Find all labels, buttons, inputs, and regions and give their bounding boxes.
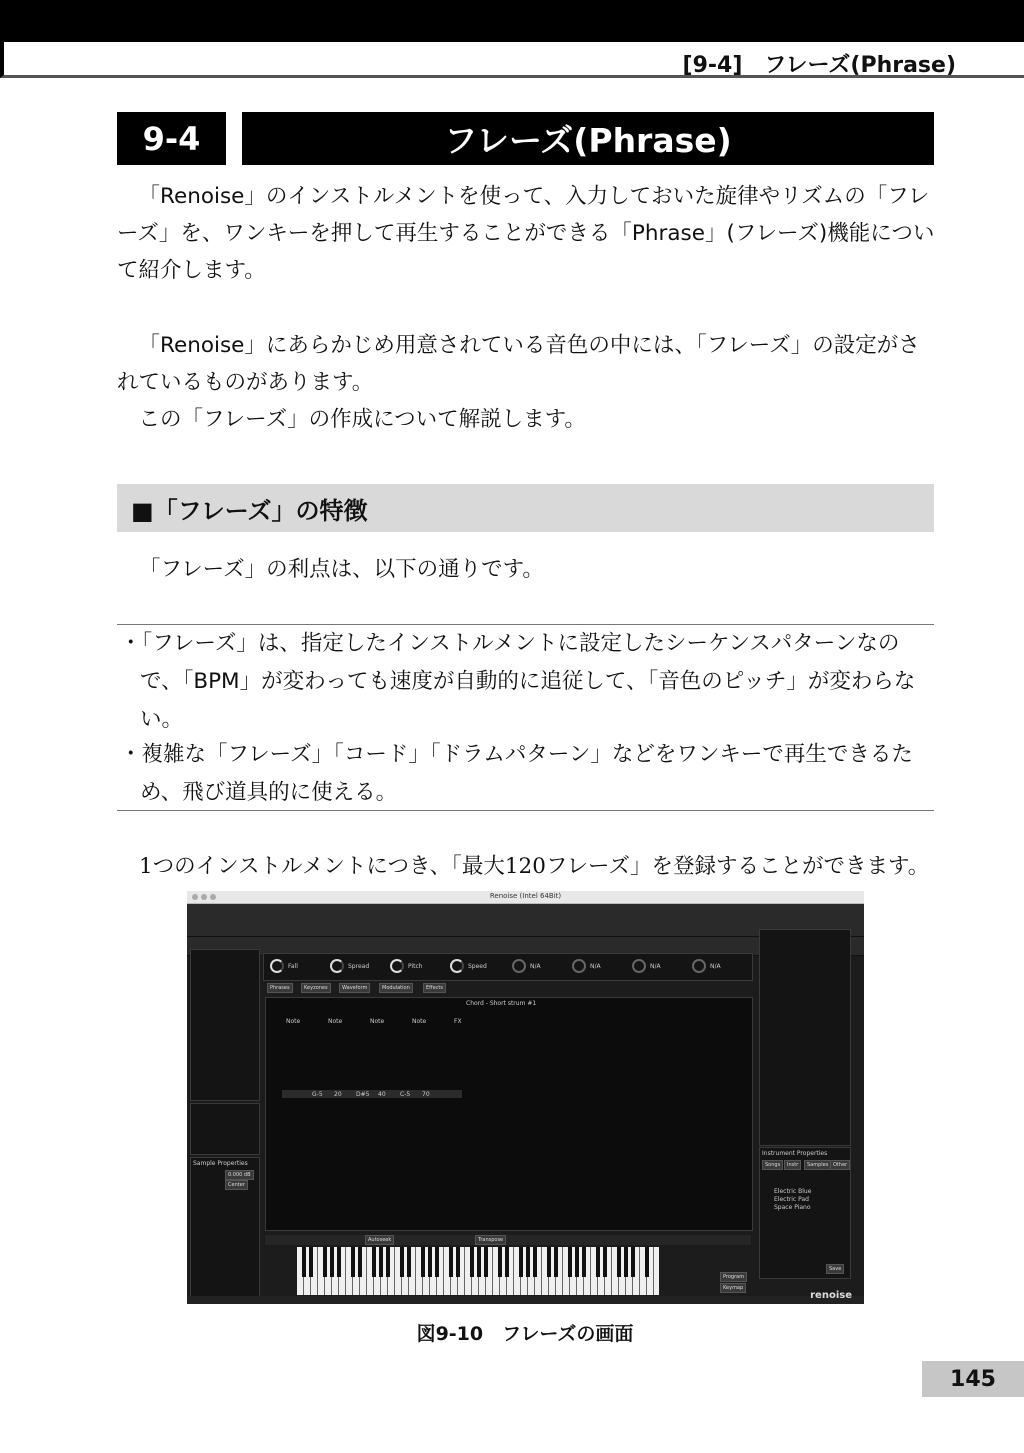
disk-browser-panel[interactable] bbox=[759, 929, 851, 1146]
black-key[interactable] bbox=[400, 1247, 404, 1277]
black-key[interactable] bbox=[449, 1247, 453, 1277]
black-key[interactable] bbox=[435, 1247, 439, 1277]
section-number: 9-4 bbox=[117, 112, 226, 165]
pattern-cell: G-5 bbox=[312, 1091, 323, 1098]
black-key[interactable] bbox=[358, 1247, 362, 1277]
panning-value[interactable]: Center bbox=[225, 1180, 248, 1190]
black-key[interactable] bbox=[554, 1247, 558, 1277]
running-header-text: [9-4] フレーズ(Phrase) bbox=[682, 53, 956, 78]
tab-modulation[interactable]: Modulation bbox=[379, 983, 413, 993]
page-number: 145 bbox=[922, 1361, 1024, 1397]
black-key[interactable] bbox=[470, 1247, 474, 1277]
knob-label: N/A bbox=[710, 963, 721, 970]
column-header: Note bbox=[328, 1018, 343, 1025]
section-title: フレーズ(Phrase) bbox=[242, 112, 934, 165]
bullet-item: ・複雑な「フレーズ」「コード」「ドラムパターン」などをワンキーで再生できるため、飛び道具的に使える。 bbox=[120, 742, 913, 805]
black-key[interactable] bbox=[547, 1247, 551, 1277]
sample-properties-label: Sample Properties bbox=[193, 1160, 248, 1167]
column-header: Note bbox=[412, 1018, 427, 1025]
knob-icon[interactable] bbox=[692, 959, 706, 973]
black-key[interactable] bbox=[617, 1247, 621, 1277]
volume-value[interactable]: 0.000 dB bbox=[225, 1170, 254, 1180]
window-titlebar bbox=[187, 891, 864, 904]
pattern-row-highlight bbox=[282, 1090, 462, 1098]
intro-paragraph-2: 「Renoise」にあらかじめ用意されている音色の中には、「フレーズ」の設定がされているものがあります。 bbox=[117, 333, 920, 395]
black-key[interactable] bbox=[386, 1247, 390, 1277]
renoise-logo: renoise bbox=[810, 1290, 852, 1301]
sample-list-panel[interactable] bbox=[190, 949, 260, 1101]
transpose-button[interactable]: Transpose bbox=[475, 1235, 506, 1245]
pattern-cell: 20 bbox=[334, 1091, 342, 1098]
editor-tabs bbox=[267, 983, 467, 993]
macro-knob-row bbox=[263, 953, 753, 981]
column-header: FX bbox=[454, 1018, 462, 1025]
intro-paragraph-3: この「フレーズ」の作成について解説します。 bbox=[138, 407, 586, 432]
knob-icon[interactable] bbox=[270, 959, 284, 973]
black-key[interactable] bbox=[484, 1247, 488, 1277]
black-key[interactable] bbox=[624, 1247, 628, 1277]
knob-icon[interactable] bbox=[450, 959, 464, 973]
column-header: Note bbox=[370, 1018, 385, 1025]
black-key[interactable] bbox=[421, 1247, 425, 1277]
window-title: Renoise (Intel 64Bit) bbox=[489, 892, 562, 900]
black-key[interactable] bbox=[379, 1247, 383, 1277]
black-key[interactable] bbox=[309, 1247, 313, 1277]
black-key[interactable] bbox=[428, 1247, 432, 1277]
knob-icon[interactable] bbox=[330, 959, 344, 973]
instrument-properties-panel bbox=[759, 1147, 851, 1279]
side-tab-instr[interactable]: Instr bbox=[784, 1160, 801, 1170]
sample-properties-panel bbox=[190, 1157, 260, 1299]
black-key[interactable] bbox=[526, 1247, 530, 1277]
instrument-list-item[interactable]: Electric Blue bbox=[774, 1188, 812, 1195]
tab-keyzones[interactable]: Keyzones bbox=[301, 983, 331, 993]
divider-bottom bbox=[117, 810, 934, 811]
instrument-list-item[interactable]: Space Piano bbox=[774, 1204, 811, 1211]
intro-paragraph-1: 「Renoise」のインストルメントを使って、入力しておいた旋律やリズムの「フレーズ」を、ワンキーを押して再生することができる「Phrase」(フレーズ)機能について紹介します。 bbox=[117, 184, 935, 283]
black-key[interactable] bbox=[302, 1247, 306, 1277]
side-tab-other[interactable]: Other bbox=[830, 1160, 850, 1170]
knob-label: Spread bbox=[348, 963, 370, 970]
knob-label: N/A bbox=[590, 963, 601, 970]
bullet-item: ・「フレーズ」は、指定したインストルメントに設定したシーケンスパターンなので、「BPM」が変わっても速度が自動的に追従して、「音色のピッチ」が変わらない。 bbox=[120, 631, 916, 732]
figure-caption: 図9-10 フレーズの画面 bbox=[416, 1323, 634, 1345]
knob-icon[interactable] bbox=[512, 959, 526, 973]
pattern-cell: 40 bbox=[378, 1091, 386, 1098]
black-key[interactable] bbox=[372, 1247, 376, 1277]
lead-paragraph: 「フレーズ」の利点は、以下の通りです。 bbox=[139, 557, 544, 582]
knob-label: Fall bbox=[288, 963, 298, 970]
piano-keyboard[interactable] bbox=[297, 1247, 659, 1295]
status-bar bbox=[187, 1296, 864, 1304]
black-key[interactable] bbox=[568, 1247, 572, 1277]
instrument-properties-label: Instrument Properties bbox=[762, 1150, 828, 1157]
running-header bbox=[0, 42, 1024, 78]
black-key[interactable] bbox=[337, 1247, 341, 1277]
tab-effects[interactable]: Effects bbox=[423, 983, 446, 993]
phrase-editor[interactable] bbox=[265, 997, 753, 1231]
knob-label: N/A bbox=[650, 963, 661, 970]
black-key[interactable] bbox=[498, 1247, 502, 1277]
black-key[interactable] bbox=[351, 1247, 355, 1277]
instrument-selector-panel[interactable] bbox=[190, 1103, 260, 1155]
black-key[interactable] bbox=[596, 1247, 600, 1277]
side-tab-songs[interactable]: Songs bbox=[762, 1160, 783, 1170]
black-key[interactable] bbox=[456, 1247, 460, 1277]
knob-icon[interactable] bbox=[572, 959, 586, 973]
keymap-button[interactable]: Keymap bbox=[720, 1283, 746, 1293]
pattern-cell: D#5 bbox=[356, 1091, 370, 1098]
autoseek-button[interactable]: Autoseek bbox=[365, 1235, 394, 1245]
black-key[interactable] bbox=[603, 1247, 607, 1277]
save-button[interactable]: Save bbox=[826, 1264, 844, 1274]
top-black-band bbox=[0, 0, 1024, 42]
black-key[interactable] bbox=[407, 1247, 411, 1277]
pattern-cell: 70 bbox=[422, 1091, 430, 1098]
tab-phrases[interactable]: Phrases bbox=[267, 983, 293, 993]
pattern-cell: C-5 bbox=[400, 1091, 411, 1098]
knob-icon[interactable] bbox=[390, 959, 404, 973]
program-button[interactable]: Program bbox=[720, 1272, 747, 1282]
black-key[interactable] bbox=[582, 1247, 586, 1277]
black-key[interactable] bbox=[645, 1247, 649, 1277]
black-key[interactable] bbox=[323, 1247, 327, 1277]
knob-icon[interactable] bbox=[632, 959, 646, 973]
after-paragraph: 1つのインストルメントにつき、「最大120フレーズ」を登録することができます。 bbox=[139, 854, 930, 879]
black-key[interactable] bbox=[330, 1247, 334, 1277]
black-key[interactable] bbox=[477, 1247, 481, 1277]
instrument-list-item[interactable]: Electric Pad bbox=[774, 1196, 809, 1203]
black-key[interactable] bbox=[505, 1247, 509, 1277]
knob-label: Speed bbox=[468, 963, 487, 970]
black-key[interactable] bbox=[519, 1247, 523, 1277]
phrase-name: Chord - Short strum #1 bbox=[466, 1000, 537, 1007]
keyboard-toolbar bbox=[265, 1235, 751, 1245]
column-header: Note bbox=[286, 1018, 301, 1025]
renoise-screenshot bbox=[187, 891, 864, 1304]
side-tab-samples[interactable]: Samples bbox=[804, 1160, 831, 1170]
subsection-heading: ■「フレーズ」の特徴 bbox=[117, 484, 934, 532]
tab-waveform[interactable]: Waveform bbox=[339, 983, 370, 993]
knob-label: Pitch bbox=[408, 963, 423, 970]
black-key[interactable] bbox=[631, 1247, 635, 1277]
black-key[interactable] bbox=[533, 1247, 537, 1277]
black-key[interactable] bbox=[575, 1247, 579, 1277]
knob-label: N/A bbox=[530, 963, 541, 970]
